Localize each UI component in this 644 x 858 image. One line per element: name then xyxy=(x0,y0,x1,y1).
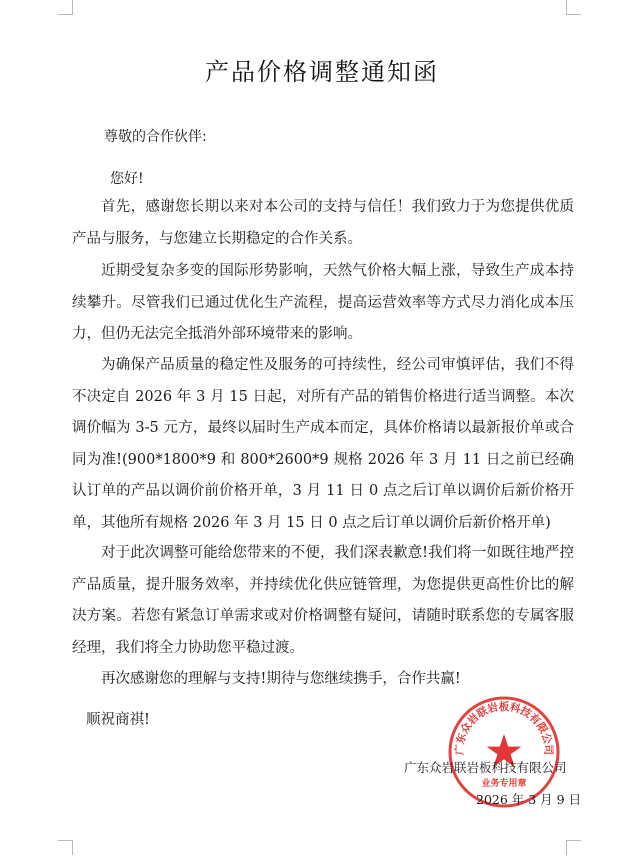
signing-company: 广东众岩联岩板科技有限公司 xyxy=(404,760,567,775)
signing-date: 2026 年 3 月 9 日 xyxy=(476,792,582,807)
salutation: 尊敬的合作伙伴: xyxy=(104,129,207,145)
paragraph-price-adjustment: 为确保产品质量的稳定性及服务的可持续性，经公司审慎评估，我们不得不决定自 2026 年 3 月 15 日起，对所有产品的销售价格进行适当调整。本次调价幅为 3-5 元方，最终以届时生产成本而定，具体价格请以最新报价单或合同为准!(900*1800*9 和 800*2600*9 规格 2026 年 3 月 11 日之前已经确认订单的产品以调价前价格开单，3 月 11 日 0 点之后订单以调价后新价格开单，其他所有规格 2026 年 3 月 15 日 0 点之后订单以调价后新价格开单) xyxy=(72,357,574,531)
seal-bottom-text: 业务专用章 xyxy=(481,779,527,789)
paragraph-thanks-again: 再次感谢您的理解与支持!期待与您继续携手，合作共赢! xyxy=(101,671,461,687)
page-corner-mark xyxy=(58,840,73,855)
closing-remark: 顺祝商祺! xyxy=(86,712,150,728)
greeting: 您好! xyxy=(110,171,144,187)
paragraph-reason: 近期受复杂多变的国际形势影响，天然气价格大幅上涨，导致生产成本持续攀升。尽管我们已通过优化生产流程，提高运营效率等方式尽力消化成本压力，但仍无法完全抵消外部环境带来的影响。 xyxy=(72,263,574,342)
document-title: 产品价格调整通知函 xyxy=(205,58,439,86)
seal-ring-text: 广东众岩联岩板科技有限公司 xyxy=(453,701,555,756)
page-corner-mark xyxy=(58,0,73,15)
paragraph-apology: 对于此次调整可能给您带来的不便，我们深表歉意!我们将一如既往地严控产品质量，提升服务效率，并持续优化供应链管理，为您提供更高性价比的解决方案。若您有紧急订单需求或对价格调整有疑问，请随时联系您的专属客服经理，我们将全力协助您平稳过渡。 xyxy=(72,545,574,656)
paragraph-thanks: 首先，感谢您长期以来对本公司的支持与信任！我们致力于为您提供优质产品与服务，与您建立长期稳定的合作关系。 xyxy=(72,199,574,247)
page-corner-mark xyxy=(566,840,581,855)
page-corner-mark xyxy=(566,0,581,15)
